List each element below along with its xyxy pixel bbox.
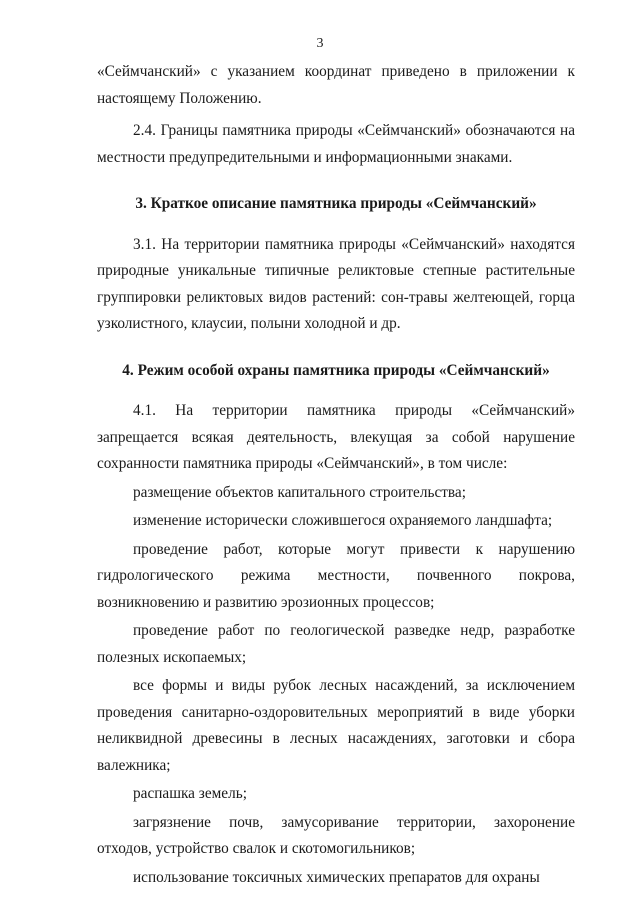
list-item: размещение объектов капитального строительства; [133,483,466,501]
paragraph-3-1: 3.1. На территории памятника природы «Сеймчанский» находятся природные уникальные типичные реликтовые степные растительные группировки реликтовых видов растений: сон-травы желтеющей, горца узколистного, клаусии, полыни холодной и др. [97,235,575,332]
document-body [97,59,575,891]
list-item: проведение работ по геологической разведке недр, разработке полезных ископаемых; [97,622,575,666]
list-item: проведение работ, которые могут привести к нарушению гидрологического режима местности, почвенного покрова, возникновению и развитию эрозионных процессов; [97,540,575,611]
list-item: все формы и виды рубок лесных насаждений, за исключением проведения санитарно-оздоровительных мероприятий в виде уборки неликвидной древесины в лесных насаждениях, заготовки и сбора валежника; [97,677,575,774]
list-item: распашка земель; [133,785,247,802]
list-item: изменение исторически сложившегося охраняемого ландшафта; [133,512,553,529]
section-3-heading: 3. Краткое описание памятника природы «Сеймчанский» [135,195,537,212]
paragraph-4-1: 4.1. На территории памятника природы «Сеймчанский» запрещается всякая деятельность, влекущая за собой нарушение сохранности памятника природы «Сеймчанский», в том числе: [97,402,575,472]
list-item: использование токсичных химических препаратов для охраны [133,868,540,886]
paragraph-2-4: 2.4. Границы памятника природы «Сеймчанский» обозначаются на местности предупредительными и информационными знаками. [97,122,575,166]
page-number: 3 [316,36,324,51]
paragraph-continuation: «Сеймчанский» с указанием координат приведено в приложении к настоящему Положению. [97,63,575,107]
list-item: загрязнение почв, замусоривание территории, захоронение отходов, устройство свалок и скотомогильников; [97,813,575,857]
section-4-heading: 4. Режим особой охраны памятника природы «Сеймчанский» [122,361,550,379]
